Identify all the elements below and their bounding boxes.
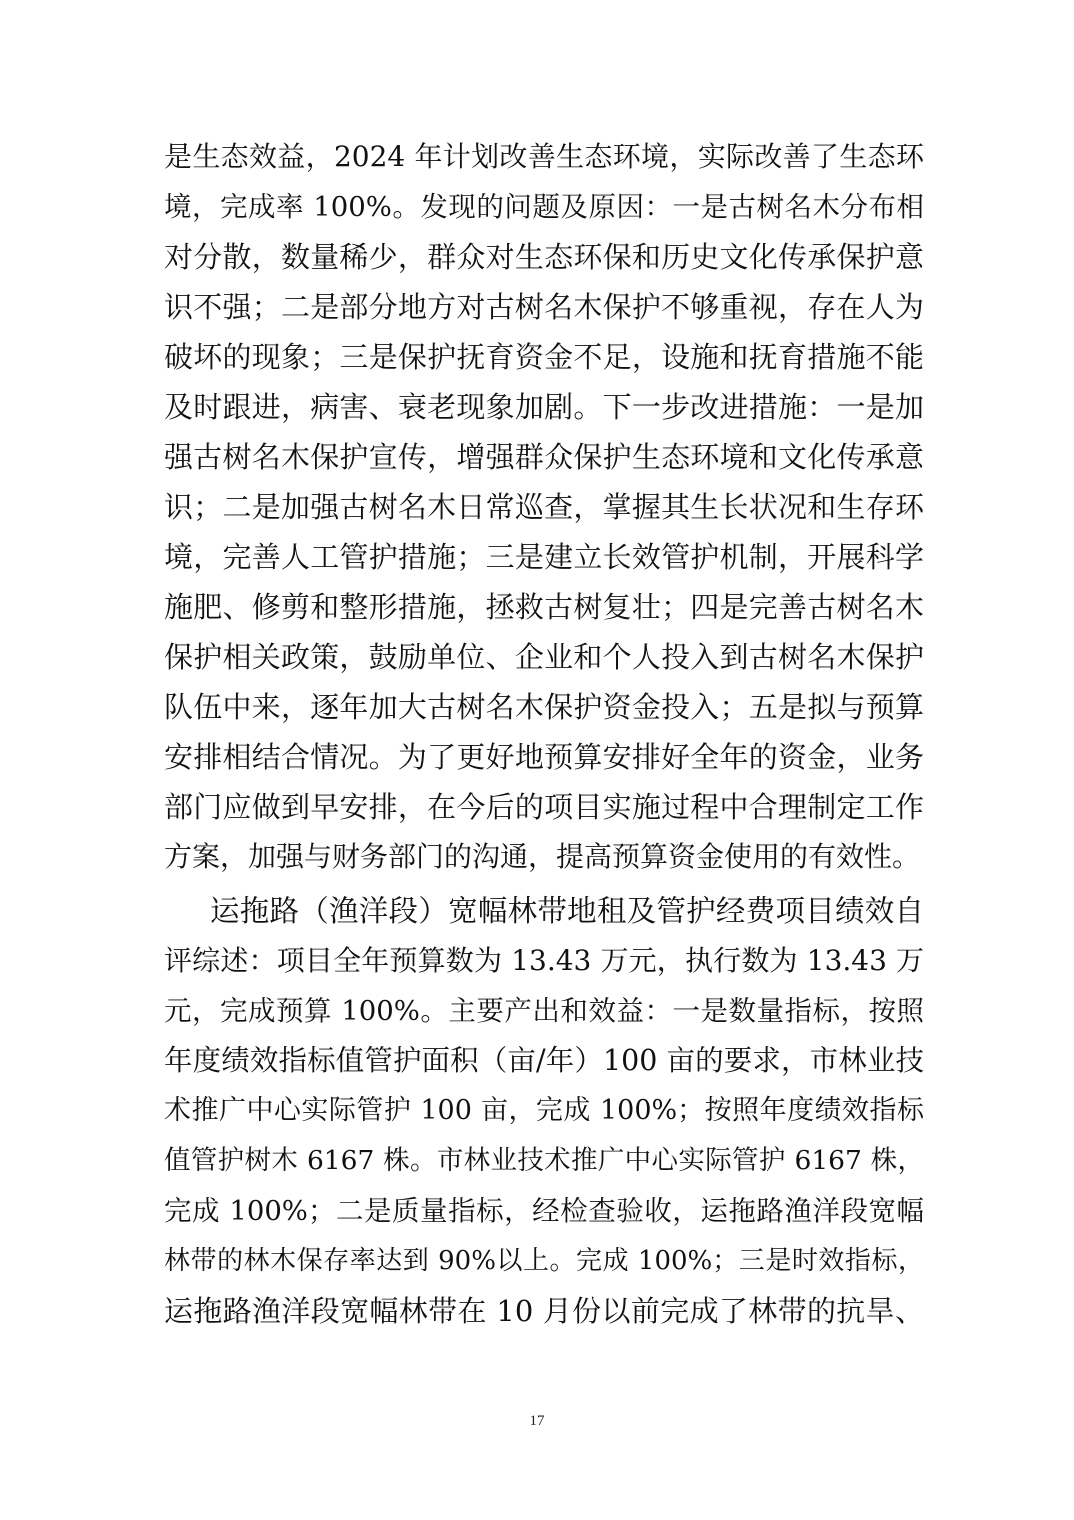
text-line: 保护相关政策，鼓励单位、企业和个人投入到古树名木保护 bbox=[164, 640, 924, 674]
paragraph bbox=[164, 886, 924, 1336]
text-line: 施肥、修剪和整形措施，拯救古树复壮；四是完善古树名木 bbox=[164, 590, 924, 624]
text-line: 境，完善人工管护措施；三是建立长效管护机制，开展科学 bbox=[164, 540, 924, 574]
text-line: 对分散，数量稀少，群众对生态环保和历史文化传承保护意 bbox=[164, 240, 924, 274]
text-line: 境，完成率 100%。发现的问题及原因：一是古树名木分布相 bbox=[164, 191, 924, 223]
text-line: 识不强；二是部分地方对古树名木保护不够重视，存在人为 bbox=[164, 290, 924, 324]
text-line: 破坏的现象；三是保护抚育资金不足，设施和抚育措施不能 bbox=[164, 340, 924, 374]
text-line: 及时跟进，病害、衰老现象加剧。下一步改进措施：一是加 bbox=[164, 390, 924, 424]
text-line: 运拖路渔洋段宽幅林带在 10 月份以前完成了林带的抗旱、 bbox=[164, 1294, 924, 1328]
text-line: 完成 100%；二是质量指标，经检查验收，运拖路渔洋段宽幅 bbox=[164, 1195, 924, 1227]
text-line: 是生态效益，2024 年计划改善生态环境，实际改善了生态环 bbox=[164, 140, 924, 173]
text-line: 队伍中来，逐年加大古树名木保护资金投入；五是拟与预算 bbox=[164, 690, 924, 724]
text-line: 识；二是加强古树名木日常巡查，掌握其生长状况和生存环 bbox=[164, 490, 924, 524]
text-line: 值管护树木 6167 株。市林业技术推广中心实际管护 6167 株， bbox=[164, 1145, 924, 1176]
text-line: 年度绩效指标值管护面积（亩/年）100 亩的要求，市林业技 bbox=[164, 1044, 924, 1077]
text-line: 强古树名木保护宣传，增强群众保护生态环境和文化传承意 bbox=[164, 440, 924, 474]
page-number: 17 bbox=[529, 1413, 545, 1429]
text-line: 元，完成预算 100%。主要产出和效益：一是数量指标，按照 bbox=[164, 995, 924, 1027]
text-line: 部门应做到早安排，在今后的项目实施过程中合理制定工作 bbox=[164, 790, 924, 824]
text-line: 林带的林木保存率达到 90%以上。完成 100%；三是时效指标， bbox=[164, 1246, 924, 1276]
text-line: 方案，加强与财务部门的沟通，提高预算资金使用的有效性。 bbox=[164, 840, 921, 873]
text-line: 安排相结合情况。为了更好地预算安排好全年的资金，业务 bbox=[164, 740, 924, 774]
text-line: 运拖路（渔洋段）宽幅林带地租及管护经费项目绩效自 bbox=[210, 894, 924, 928]
paragraph bbox=[164, 132, 924, 882]
body-text bbox=[164, 132, 924, 1336]
text-line: 术推广中心实际管护 100 亩，完成 100%；按照年度绩效指标 bbox=[164, 1095, 924, 1126]
text-line: 评综述：项目全年预算数为 13.43 万元，执行数为 13.43 万 bbox=[164, 944, 924, 977]
